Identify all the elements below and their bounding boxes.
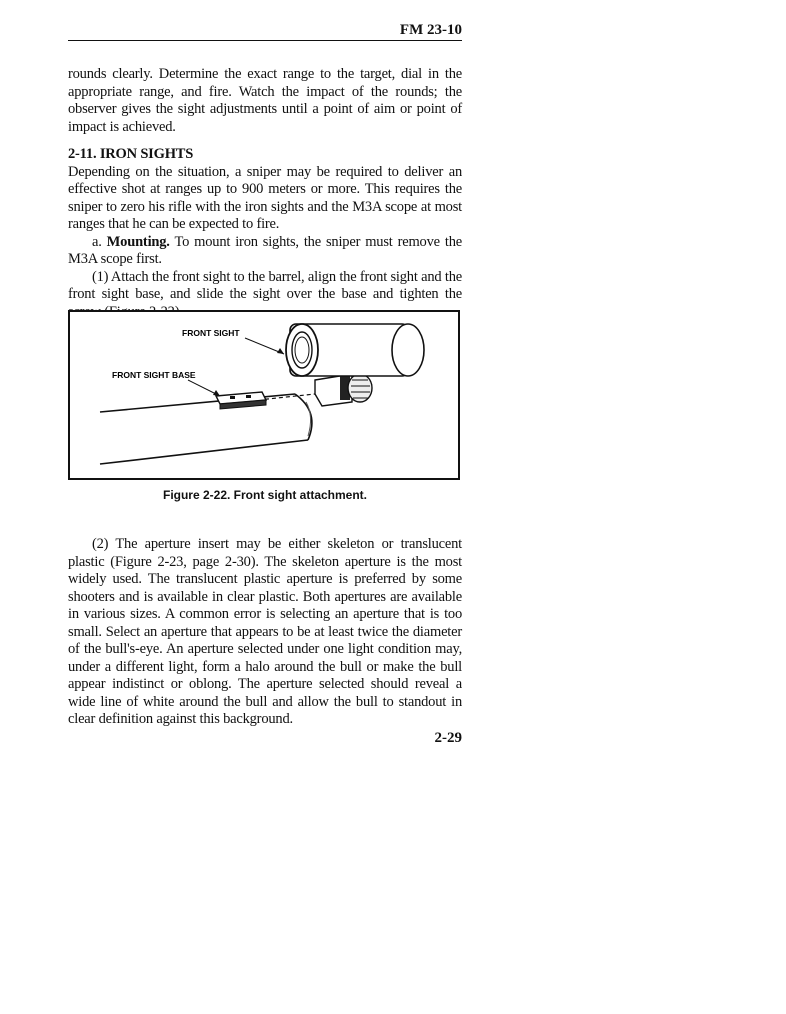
- section-block: [68, 146, 462, 321]
- mounting-text: To mount iron sights, the sniper must remove the M3A scope first.: [68, 233, 462, 267]
- front-sight-globe: [286, 324, 424, 376]
- section-title: 2-11. IRON SIGHTS: [68, 146, 194, 162]
- barrel-end: [295, 394, 312, 440]
- step1-paragraph: (1) Attach the front sight to the barrel, align the front sight and the front sight base, and slide the sight over the base and tighten the: [68, 268, 462, 302]
- front-sight-illustration: [70, 312, 462, 482]
- mounting-paragraph: [68, 234, 462, 269]
- figure-caption: Figure 2-22. Front sight attachment.: [162, 488, 368, 502]
- mounting-prefix: a.: [92, 233, 102, 250]
- header-rule: [68, 40, 462, 41]
- label-front-sight: FRONT SIGHT: [182, 328, 240, 338]
- section-paragraph: Depending on the situation, a sniper may be required to deliver an effective shot at ranges up to 900 meters or more. This requires the sniper to zero his rifle with the iron sights and the M3A scope at most ranges that he can be expected to fire.: [68, 163, 462, 232]
- front-sight-base: [216, 392, 266, 409]
- barrel-outline: [100, 440, 308, 464]
- step2-block: [68, 536, 462, 729]
- running-header: FM 23-10: [399, 22, 462, 38]
- intro-paragraph: rounds clearly. Determine the exact range to the target, dial in the appropriate range, and fire. Watch the impact of the rounds; the observer gives the sight adjustments until a point of aim or point of impact is achieved.: [68, 66, 462, 135]
- intro-block: [68, 66, 462, 136]
- mounting-label: Mounting.: [106, 233, 170, 250]
- label-front-sight-base: FRONT SIGHT BASE: [112, 370, 196, 380]
- figure-frame: [68, 310, 460, 480]
- page-number: 2-29: [434, 730, 462, 746]
- step2-paragraph: (2) The aperture insert may be either skeleton or translucent plastic (Figure 2-23, page 2-30). The skeleton aperture is the most widely used. The translucent plastic aperture is preferred by some shooters and is available in clear plastic. Both apertures are available in various sizes. A common error is selecting an aperture that is too small. Select an aperture that appears to be at least twice the diameter of the bull's-eye. An aperture selected under one light condition may, under a different light, form a halo around the bull or make the bull appear indistinct or oblong. The aperture selected should reveal a wide line of white around the bull and allow the bull to standout in clear definition against this background.: [68, 536, 462, 727]
- front-sight-mount: [315, 374, 372, 406]
